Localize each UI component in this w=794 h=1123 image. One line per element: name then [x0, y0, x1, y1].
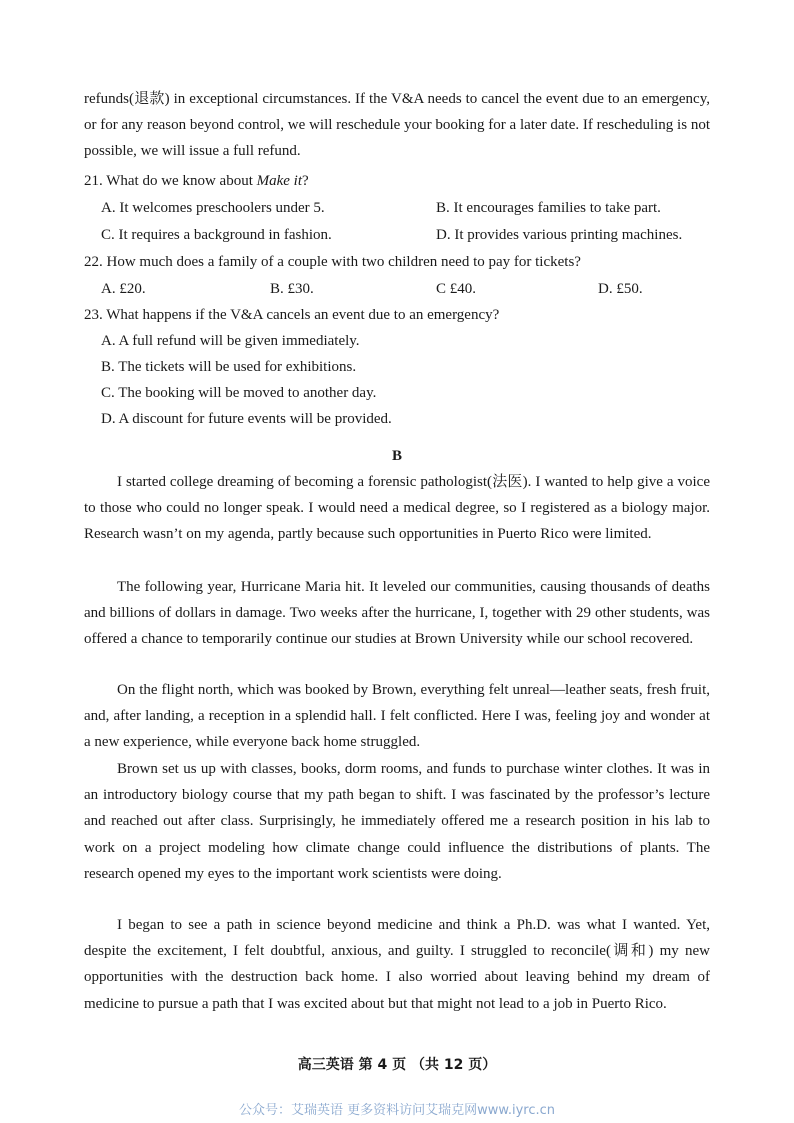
question-23-stem: 23. What happens if the V&A cancels an event due to an emergency?	[84, 307, 500, 323]
question-21-option-b: B. It encourages families to take part.	[436, 200, 661, 216]
question-22-option-c: C £40.	[436, 281, 477, 297]
passage-paragraph-2: The following year, Hurricane Maria hit. It leveled our communities, causing thousands of deaths and billions of dollars in damage. Two weeks after the hurricane, I, together with 29 other students, was offered a chance to temporarily continue our studies at Brown University while our school recovered.	[84, 579, 710, 648]
question-22-stem: 22. How much does a family of a couple with two children need to pay for tickets?	[84, 254, 581, 270]
question-21-stem-suffix: ?	[302, 173, 309, 189]
question-22-option-b: B. £30.	[270, 281, 314, 297]
question-22-option-a: A. £20.	[101, 281, 146, 297]
question-21-option-a: A. It welcomes preschoolers under 5.	[101, 200, 325, 216]
question-21-stem-prefix: 21. What do we know about	[84, 173, 257, 189]
question-23-option-d: D. A discount for future events will be provided.	[101, 411, 392, 427]
question-23-option-c: C. The booking will be moved to another day.	[101, 385, 377, 401]
passage-paragraph-4: Brown set us up with classes, books, dorm rooms, and funds to purchase winter clothes. It was in an introductory biology course that my path began to shift. I was fascinated by the professor’s lecture and reached out after class. Surprisingly, he immediately offered me a research position in his lab to work on a project modeling how climate change could influence the distributions of plants. The research opened my eyes to the important work scientists were doing.	[84, 761, 710, 882]
question-23-option-b: B. The tickets will be used for exhibitions.	[101, 359, 357, 375]
passage-paragraph-1: I started college dreaming of becoming a forensic pathologist(法医). I wanted to help give a voice to those who could no longer speak. I would need a medical degree, so I registered as a biology major. Research wasn’t on my agenda, partly because such opportunities in Puerto Rico were limited.	[84, 474, 710, 543]
question-21-option-d: D. It provides various printing machines.	[436, 227, 683, 243]
question-21-stem	[84, 171, 710, 191]
passage-paragraph-3: On the flight north, which was booked by Brown, everything felt unreal—leather seats, fresh fruit, and, after landing, a reception in a splendid hall. I felt conflicted. Here I was, feeling joy and wonder at a new experience, while everyone back home struggled.	[84, 682, 710, 751]
page-footer: 高三英语 第 4 页 （共 12 页）	[297, 1057, 497, 1073]
question-21-stem-title: Make it	[256, 173, 303, 189]
watermark-text: 公众号：艾瑞英语 更多资料访问艾瑞克网www.iyrc.cn	[239, 1103, 555, 1118]
question-21-option-c: C. It requires a background in fashion.	[101, 227, 332, 243]
section-heading: B	[391, 448, 402, 464]
question-23-option-a: A. A full refund will be given immediately.	[101, 333, 360, 349]
intro-paragraph: refunds(退款) in exceptional circumstances. If the V&A needs to cancel the event due to an emergency, or for any reason beyond control, we will reschedule your booking for a later date. If rescheduling is not possible, we will issue a full refund.	[84, 91, 710, 160]
passage-paragraph-5: I began to see a path in science beyond medicine and think a Ph.D. was what I wanted. Yet, despite the excitement, I felt doubtful, anxious, and guilty. I struggled to reconcile(调和) my new opportunities with the destruction back home. I also worried about leaving behind my dream of medicine to pursue a path that I was excited about but that might not lead to a job in Puerto Rico.	[84, 917, 710, 1012]
question-22-option-d: D. £50.	[598, 281, 643, 297]
